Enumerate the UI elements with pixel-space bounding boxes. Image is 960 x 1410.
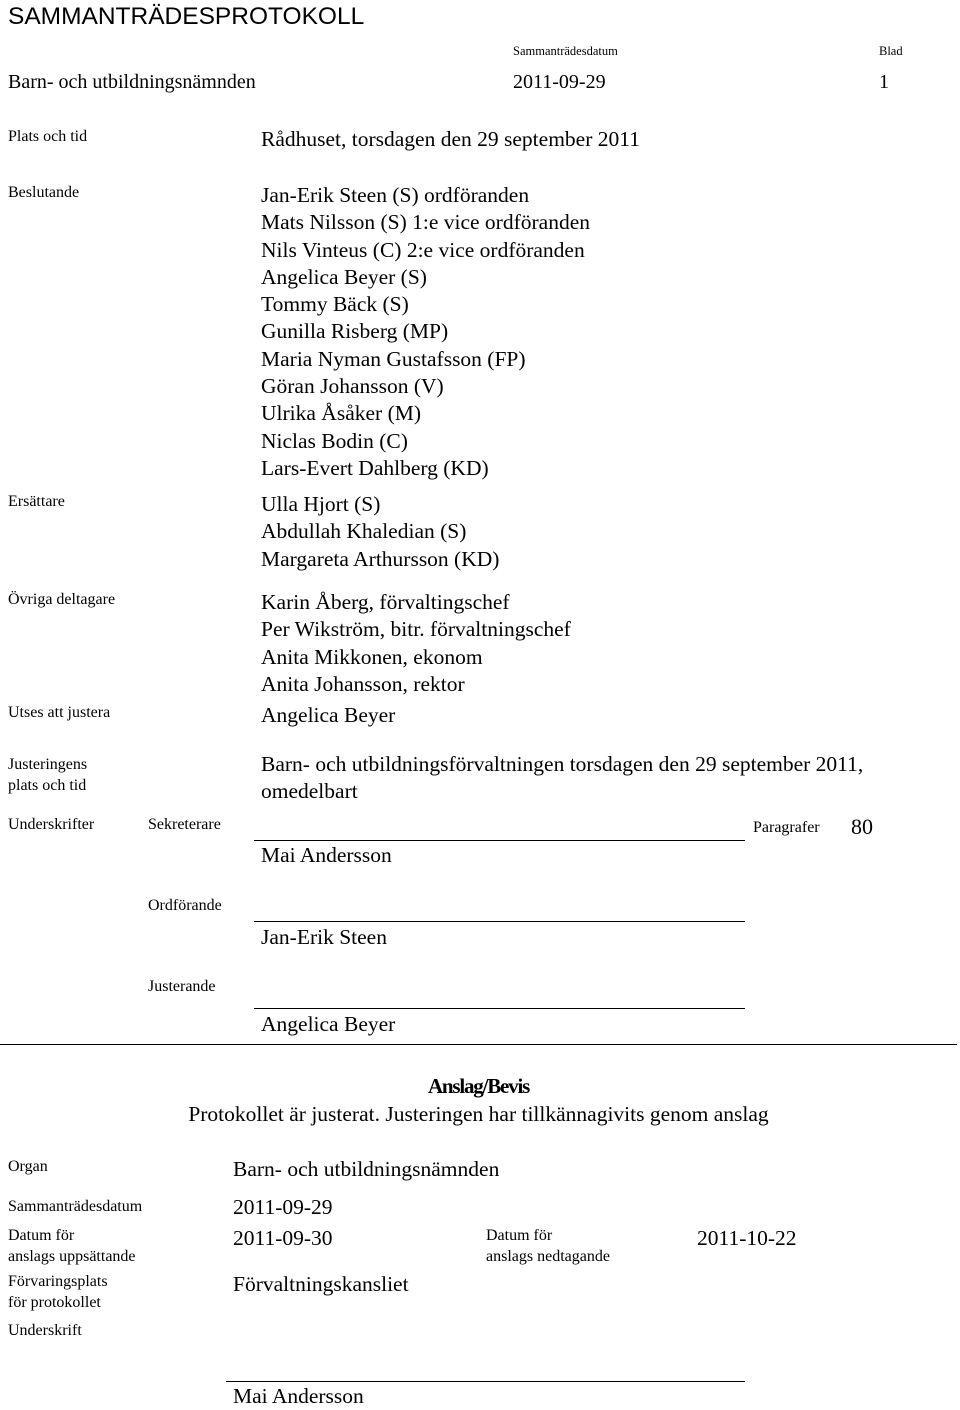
committee-name: Barn- och utbildningsnämnden — [8, 71, 256, 93]
list-item: Angelica Beyer (S) — [261, 264, 427, 289]
adjuster-sign-name: Angelica Beyer — [261, 1012, 396, 1036]
meeting-date: 2011-09-29 — [513, 71, 606, 93]
removal-date-label — [486, 1225, 610, 1267]
adjuster-signature-line — [254, 1008, 745, 1009]
notice-signature-line — [226, 1381, 745, 1382]
notice-text: Protokollet är justerat. Justeringen har tillkännagivits genom anslag — [188, 1102, 769, 1126]
paragraphs-value: 80 — [851, 814, 873, 839]
adjust-place-label-line: plats och tid — [8, 777, 87, 794]
secretary-name: Mai Andersson — [261, 843, 392, 867]
list-item: Jan-Erik Steen (S) ordföranden — [261, 183, 530, 207]
substitutes-list — [261, 491, 499, 573]
deciding-list — [261, 182, 590, 482]
storage-label-line: för protokollet — [8, 1294, 101, 1311]
meeting-date-value: 2011-09-29 — [233, 1195, 333, 1219]
page-title: SAMMANTRÄDESPROTOKOLL — [8, 3, 365, 30]
list-item: Nils Vinteus (C) 2:e vice ordföranden — [261, 237, 585, 262]
posting-date-label — [8, 1225, 136, 1267]
deciding-label: Beslutande — [8, 184, 80, 201]
posting-date-value: 2011-09-30 — [233, 1226, 333, 1250]
secretary-signature-line — [254, 840, 745, 841]
substitutes-label: Ersättare — [8, 493, 65, 510]
list-item: Anita Mikkonen, ekonom — [261, 644, 483, 669]
list-item: Karin Åberg, förvaltingschef — [261, 590, 510, 614]
list-item: Tommy Bäck (S) — [261, 292, 409, 317]
paragraphs-label: Paragrafer — [753, 819, 820, 836]
storage-label-line: Förvaringsplats — [8, 1273, 108, 1290]
list-item: Ulla Hjort (S) — [261, 492, 381, 516]
adjuster-sign-label: Justerande — [148, 978, 216, 995]
list-item: Anita Johansson, rektor — [261, 671, 465, 696]
posting-date-label-line: anslags uppsättande — [8, 1248, 136, 1265]
list-item: Mats Nilsson (S) 1:e vice ordföranden — [261, 210, 590, 235]
adjuster-label: Utses att justera — [8, 704, 111, 721]
date-caption: Sammanträdesdatum — [513, 44, 618, 58]
list-item: Niclas Bodin (C) — [261, 428, 408, 453]
notice-heading: Anslag/Bevis — [427, 1074, 530, 1098]
storage-label — [8, 1271, 108, 1313]
place-value: Rådhuset, torsdagen den 29 september 2011 — [261, 127, 640, 151]
chair-signature-line — [254, 921, 745, 922]
organ-value: Barn- och utbildningsnämnden — [233, 1157, 500, 1181]
adjust-place-value — [261, 751, 863, 806]
place-label: Plats och tid — [8, 128, 88, 145]
list-item: Per Wikström, bitr. förvaltningschef — [261, 617, 571, 642]
adjust-place-value-line: Barn- och utbildningsförvaltningen torsdagen den 29 september 2011, — [261, 752, 864, 776]
storage-value: Förvaltningskansliet — [233, 1272, 409, 1296]
list-item: Gunilla Risberg (MP) — [261, 319, 449, 344]
adjuster-value: Angelica Beyer — [261, 703, 396, 727]
organ-label: Organ — [8, 1158, 48, 1175]
removal-date-label-line: Datum för — [486, 1227, 553, 1244]
posting-date-label-line: Datum för — [8, 1227, 75, 1244]
notice-signature-name: Mai Andersson — [233, 1384, 364, 1408]
list-item: Margareta Arthursson (KD) — [261, 546, 500, 571]
chair-name: Jan-Erik Steen — [261, 925, 387, 949]
adjust-place-label — [8, 754, 87, 796]
others-label: Övriga deltagare — [8, 591, 116, 608]
signatures-label: Underskrifter — [8, 816, 95, 833]
signature-label: Underskrift — [8, 1322, 82, 1339]
secretary-label: Sekreterare — [148, 816, 221, 833]
list-item: Göran Johansson (V) — [261, 374, 444, 399]
removal-date-label-line: anslags nedtagande — [486, 1248, 610, 1265]
list-item: Ulrika Åsåker (M) — [261, 401, 422, 426]
removal-date-value: 2011-10-22 — [697, 1226, 797, 1250]
meeting-date-label: Sammanträdesdatum — [8, 1198, 143, 1215]
section-divider — [0, 1044, 957, 1045]
list-item: Lars-Evert Dahlberg (KD) — [261, 455, 489, 480]
list-item: Maria Nyman Gustafsson (FP) — [261, 346, 526, 371]
chair-label: Ordförande — [148, 897, 222, 914]
list-item: Abdullah Khaledian (S) — [261, 519, 467, 544]
page-number: 1 — [879, 71, 889, 93]
adjust-place-label-line: Justeringens — [8, 756, 88, 773]
adjust-place-value-line: omedelbart — [261, 779, 358, 804]
page-caption: Blad — [879, 44, 903, 58]
others-list — [261, 589, 571, 698]
